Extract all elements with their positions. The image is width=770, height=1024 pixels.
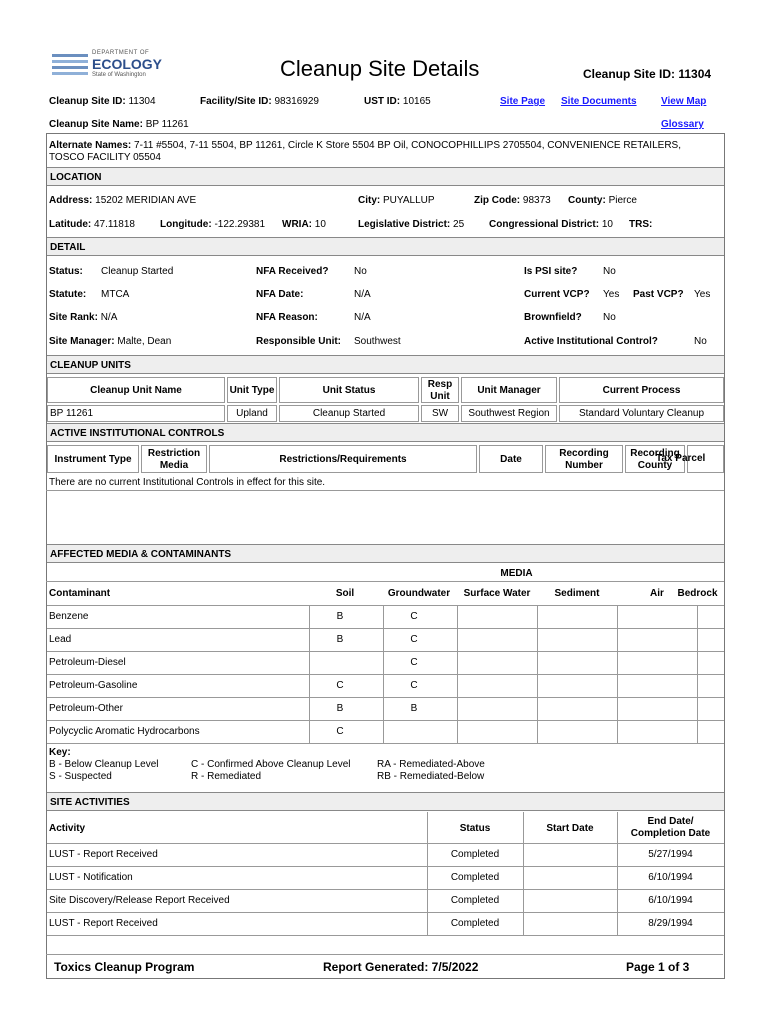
contaminant-name: Lead <box>49 634 72 645</box>
activity-name: LUST - Report Received <box>49 849 158 860</box>
key-r: R - Remediated <box>191 771 262 782</box>
nfa-date-value: N/A <box>354 289 371 300</box>
th-date: Date <box>479 445 543 473</box>
aic-heading: ACTIVE INSTITUTIONAL CONTROLS <box>47 423 724 442</box>
th-activity: Activity <box>49 823 86 834</box>
zip-code: Zip Code: 98373 <box>474 195 551 206</box>
th-bedrock: Bedrock <box>677 588 718 599</box>
cu-status: Cleanup Started <box>279 405 419 422</box>
footer <box>46 954 723 978</box>
th-unit-manager: Unit Manager <box>461 377 557 403</box>
longitude: Longitude: -122.29381 <box>160 219 266 230</box>
site-documents-link[interactable]: Site Documents <box>561 96 637 107</box>
aic-value: No <box>694 336 707 347</box>
ecology-logo: DEPARTMENT OF ECOLOGY State of Washington <box>50 50 150 80</box>
key-c: C - Confirmed Above Cleanup Level <box>191 759 351 770</box>
activity-status: Completed <box>450 849 500 860</box>
activity-name: Site Discovery/Release Report Received <box>49 895 230 906</box>
ust-id: UST ID: 10165 <box>364 96 431 107</box>
contaminant-name: Polycyclic Aromatic Hydrocarbons <box>49 726 200 737</box>
activity-end-date: 6/10/1994 <box>648 872 693 883</box>
detail-heading: DETAIL <box>47 237 724 256</box>
past-vcp-label: Past VCP? <box>633 289 684 300</box>
current-vcp-label: Current VCP? <box>524 289 590 300</box>
glossary-link[interactable]: Glossary <box>661 119 704 130</box>
media-cell: C <box>410 611 418 622</box>
activity-status: Completed <box>450 918 500 929</box>
address: Address: 15202 MERIDIAN AVE <box>49 195 197 206</box>
nfa-date-label: NFA Date: <box>256 289 304 300</box>
cu-type: Upland <box>227 405 277 422</box>
statute-value: MTCA <box>101 289 130 300</box>
responsible-unit-label: Responsible Unit: <box>256 336 342 347</box>
location-heading: LOCATION <box>47 167 724 186</box>
view-map-link[interactable]: View Map <box>661 96 707 107</box>
th-unit-status: Unit Status <box>279 377 419 403</box>
th-instrument-type: Instrument Type <box>47 445 139 473</box>
nfa-received-value: No <box>354 266 367 277</box>
trs: TRS: <box>629 219 653 230</box>
brownfield-value: No <box>603 312 616 323</box>
cleanup-site-id: Cleanup Site ID: 11304 <box>49 96 156 107</box>
nfa-reason-label: NFA Reason: <box>256 312 318 323</box>
media-cell: B <box>410 703 418 714</box>
media-cell: C <box>410 634 418 645</box>
legislative-district: Legislative District: 25 <box>358 219 465 230</box>
th-contaminant: Contaminant <box>49 588 111 599</box>
aic-note: There are no current Institutional Controls in effect for this site. <box>49 477 326 488</box>
nfa-received-label: NFA Received? <box>256 266 329 277</box>
th-recording-county: Recording County <box>625 445 685 473</box>
cleanup-site-name: Cleanup Site Name: BP 11261 <box>49 119 189 130</box>
latitude: Latitude: 47.11818 <box>49 219 135 230</box>
aic-label: Active Institutional Control? <box>524 336 658 347</box>
cleanup-units-table <box>47 375 724 423</box>
cu-process: Standard Voluntary Cleanup <box>559 405 724 422</box>
key-ra: RA - Remediated-Above <box>377 759 485 770</box>
media-table <box>47 582 724 744</box>
facility-site-id: Facility/Site ID: 98316929 <box>200 96 319 107</box>
th-status: Status <box>459 823 491 834</box>
activity-end-date: 5/27/1994 <box>648 849 693 860</box>
contaminant-name: Benzene <box>49 611 89 622</box>
activity-end-date: 8/29/1994 <box>648 918 693 929</box>
th-restriction-media: Restriction Media <box>141 445 207 473</box>
past-vcp-value: Yes <box>694 289 711 300</box>
media-cell: C <box>336 680 344 691</box>
responsible-unit-value: Southwest <box>354 336 401 347</box>
footer-generated: Report Generated: 7/5/2022 <box>323 960 479 974</box>
status-label: Status: <box>49 266 83 277</box>
psi-label: Is PSI site? <box>524 266 578 277</box>
nfa-reason-value: N/A <box>354 312 371 323</box>
th-cleanup-unit-name: Cleanup Unit Name <box>47 377 225 403</box>
th-resp-unit: Resp Unit <box>421 377 459 403</box>
site-manager: Site Manager: Malte, Dean <box>49 336 172 347</box>
th-unit-type: Unit Type <box>227 377 277 403</box>
activities-heading: SITE ACTIVITIES <box>47 792 724 811</box>
th-start-date: Start Date <box>546 823 594 834</box>
cleanup-units-heading: CLEANUP UNITS <box>47 355 724 374</box>
brownfield-label: Brownfield? <box>524 312 582 323</box>
footer-page: Page 1 of 3 <box>626 960 690 974</box>
status-value: Cleanup Started <box>101 266 174 277</box>
county: County: Pierce <box>568 195 637 206</box>
media-cell: C <box>410 680 418 691</box>
key-rb: RB - Remediated-Below <box>377 771 485 782</box>
key-b: B - Below Cleanup Level <box>49 759 159 770</box>
site-page-link[interactable]: Site Page <box>500 96 546 107</box>
psi-value: No <box>603 266 616 277</box>
cu-manager: Southwest Region <box>461 405 557 422</box>
activity-name: LUST - Report Received <box>49 918 158 929</box>
wria: WRIA: 10 <box>282 219 326 230</box>
media-cell: C <box>336 726 344 737</box>
th-recording-number: Recording Number <box>545 445 623 473</box>
th-groundwater: Groundwater <box>387 588 451 599</box>
city: City: PUYALLUP <box>358 195 435 206</box>
footer-program: Toxics Cleanup Program <box>54 960 195 974</box>
statute-label: Statute: <box>49 289 87 300</box>
header-site-id: Cleanup Site ID: 11304 <box>583 67 712 81</box>
th-current-process: Current Process <box>559 377 724 403</box>
congressional-district: Congressional District: 10 <box>489 219 613 230</box>
current-vcp-value: Yes <box>603 289 620 300</box>
media-cell: B <box>336 703 344 714</box>
site-rank: Site Rank: N/A <box>49 312 118 323</box>
th-restrictions: Restrictions/Requirements <box>209 445 477 473</box>
cu-name: BP 11261 <box>47 405 225 422</box>
activities-table <box>47 812 724 954</box>
media-cell: B <box>336 611 344 622</box>
alternate-names: Alternate Names: 7-11 #5504, 7-11 5504, BP 11261, Circle K Store 5504 BP Oil, CONOCOPHILLIPS 2705504, CONVENIENCE RETAILERS, TOSCO FACILITY 05504 <box>49 140 681 163</box>
contaminant-name: Petroleum-Gasoline <box>49 680 138 691</box>
th-soil: Soil <box>335 588 355 599</box>
contaminant-name: Petroleum-Other <box>49 703 123 714</box>
page-title: Cleanup Site Details <box>280 56 480 81</box>
key-s: S - Suspected <box>49 771 112 782</box>
cu-resp-unit: SW <box>421 405 459 422</box>
th-end-date: End Date/ Completion Date <box>630 816 711 839</box>
aic-table <box>47 443 724 475</box>
tax-parcel-label: Tax Parcel <box>656 453 706 464</box>
media-cell: C <box>410 657 418 668</box>
th-air: Air <box>650 588 664 599</box>
activity-status: Completed <box>450 895 500 906</box>
media-label: MEDIA <box>500 568 533 579</box>
contaminant-name: Petroleum-Diesel <box>49 657 126 668</box>
media-cell: B <box>336 634 344 645</box>
activity-end-date: 6/10/1994 <box>648 895 693 906</box>
activity-status: Completed <box>450 872 500 883</box>
th-sediment: Sediment <box>554 588 600 599</box>
media-heading: AFFECTED MEDIA & CONTAMINANTS <box>47 544 724 563</box>
activity-name: LUST - Notification <box>49 872 133 883</box>
th-surface-water: Surface Water <box>463 588 531 599</box>
key-label: Key: <box>49 747 71 758</box>
